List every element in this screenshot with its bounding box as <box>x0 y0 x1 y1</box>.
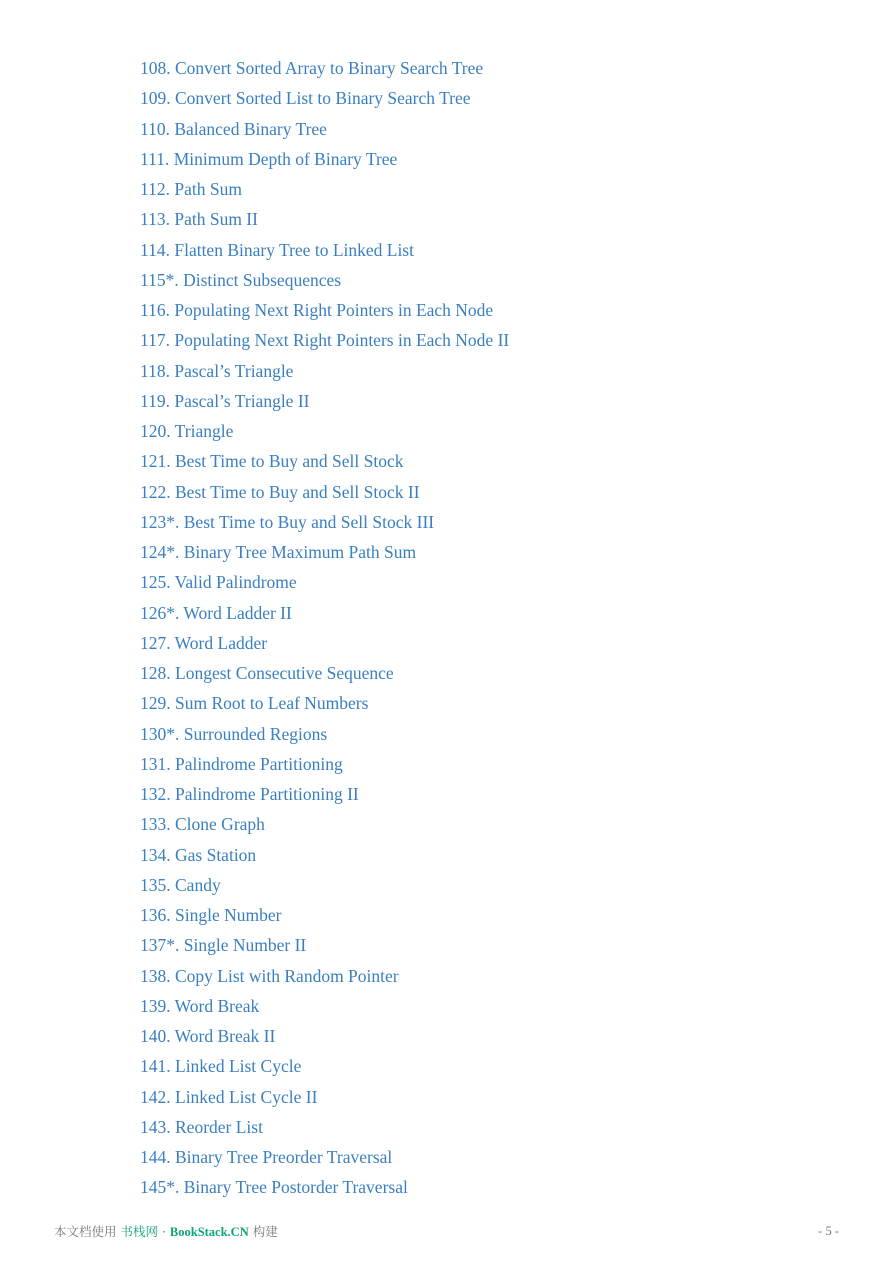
toc-link[interactable]: 117. Populating Next Right Pointers in Each Node II <box>140 330 510 351</box>
toc-link[interactable]: 144. Binary Tree Preorder Traversal <box>140 1147 393 1167</box>
toc-item[interactable] <box>140 114 509 144</box>
toc-item[interactable] <box>140 658 509 688</box>
toc-link[interactable]: 131. Palindrome Partitioning <box>140 753 343 774</box>
toc-item[interactable] <box>140 567 509 597</box>
toc-link[interactable]: 113. Path Sum II <box>140 209 258 230</box>
toc-item[interactable] <box>140 537 509 567</box>
toc-item[interactable] <box>140 235 509 265</box>
toc-item[interactable] <box>140 598 509 628</box>
toc-item[interactable] <box>140 991 509 1021</box>
bookstack-link[interactable] <box>120 1224 248 1239</box>
toc-item[interactable] <box>140 628 509 658</box>
toc-item[interactable] <box>140 1051 509 1081</box>
toc-link[interactable]: 122. Best Time to Buy and Sell Stock II <box>140 481 420 502</box>
toc-item[interactable] <box>140 719 509 749</box>
toc-link[interactable]: 116. Populating Next Right Pointers in Each Node <box>140 300 494 320</box>
toc-link[interactable]: 109. Convert Sorted List to Binary Search Tree <box>140 88 471 109</box>
toc-link[interactable]: 132. Palindrome Partitioning II <box>140 784 359 804</box>
footer-prefix: 本文档使用 <box>54 1224 121 1239</box>
brand-name-en: BookStack.CN <box>169 1225 249 1239</box>
toc-link[interactable]: 136. Single Number <box>140 905 282 925</box>
toc-item[interactable] <box>140 809 509 839</box>
toc-item[interactable] <box>140 325 509 355</box>
toc-item[interactable] <box>140 204 509 234</box>
toc-item[interactable] <box>140 174 509 204</box>
page-number: - 5 - <box>818 1223 839 1238</box>
toc-item[interactable] <box>140 144 509 174</box>
toc-item[interactable] <box>140 1082 509 1112</box>
toc-link[interactable]: 143. Reorder List <box>140 1116 263 1137</box>
toc-link[interactable]: 118. Pascal’s Triangle <box>140 360 294 381</box>
toc-link[interactable]: 145*. Binary Tree Postorder Traversal <box>140 1177 408 1198</box>
toc-link[interactable]: 133. Clone Graph <box>140 814 265 835</box>
footer-suffix: 构建 <box>248 1224 278 1239</box>
toc-item[interactable] <box>140 386 509 416</box>
toc-link[interactable]: 128. Longest Consecutive Sequence <box>140 663 394 683</box>
toc-item[interactable] <box>140 1142 509 1172</box>
toc-link[interactable]: 112. Path Sum <box>140 179 242 199</box>
toc-item[interactable] <box>140 930 509 960</box>
page-footer <box>54 1221 839 1241</box>
toc-link[interactable]: 110. Balanced Binary Tree <box>140 118 327 139</box>
toc-item[interactable] <box>140 1021 509 1051</box>
toc-item[interactable] <box>140 840 509 870</box>
toc-item[interactable] <box>140 265 509 295</box>
toc-link[interactable]: 135. Candy <box>140 874 221 895</box>
toc-item[interactable] <box>140 507 509 537</box>
toc-link[interactable]: 125. Valid Palindrome <box>140 572 297 593</box>
brand-name-cn: 书栈网 · <box>120 1224 170 1239</box>
toc-item[interactable] <box>140 900 509 930</box>
toc-item[interactable] <box>140 1172 509 1202</box>
toc-item[interactable] <box>140 295 509 325</box>
toc-item[interactable] <box>140 446 509 476</box>
toc-link[interactable]: 139. Word Break <box>140 995 260 1016</box>
table-of-contents <box>140 53 509 1203</box>
toc-item[interactable] <box>140 779 509 809</box>
toc-item[interactable] <box>140 416 509 446</box>
toc-item[interactable] <box>140 961 509 991</box>
toc-link[interactable]: 138. Copy List with Random Pointer <box>140 965 399 986</box>
toc-link[interactable]: 123*. Best Time to Buy and Sell Stock III <box>140 511 435 532</box>
toc-link[interactable]: 137*. Single Number II <box>140 935 307 956</box>
toc-link[interactable]: 127. Word Ladder <box>140 632 268 653</box>
toc-link[interactable]: 108. Convert Sorted Array to Binary Search Tree <box>140 58 484 78</box>
toc-link[interactable]: 140. Word Break II <box>140 1026 276 1046</box>
toc-link[interactable]: 121. Best Time to Buy and Sell Stock <box>140 451 404 472</box>
toc-item[interactable] <box>140 53 509 83</box>
toc-item[interactable] <box>140 870 509 900</box>
toc-item[interactable] <box>140 1112 509 1142</box>
toc-item[interactable] <box>140 477 509 507</box>
toc-link[interactable]: 142. Linked List Cycle II <box>140 1086 318 1107</box>
toc-link[interactable]: 129. Sum Root to Leaf Numbers <box>140 693 369 714</box>
toc-link[interactable]: 124*. Binary Tree Maximum Path Sum <box>140 542 417 562</box>
toc-link[interactable]: 130*. Surrounded Regions <box>140 723 328 744</box>
toc-link[interactable]: 111. Minimum Depth of Binary Tree <box>140 148 398 169</box>
toc-link[interactable]: 120. Triangle <box>140 421 234 441</box>
toc-link[interactable]: 119. Pascal’s Triangle II <box>140 390 310 411</box>
toc-link[interactable]: 114. Flatten Binary Tree to Linked List <box>140 239 414 260</box>
footer-credit <box>54 1222 278 1240</box>
toc-link[interactable]: 134. Gas Station <box>140 844 257 865</box>
toc-item[interactable] <box>140 749 509 779</box>
toc-item[interactable] <box>140 83 509 113</box>
toc-link[interactable]: 141. Linked List Cycle <box>140 1056 302 1077</box>
toc-link[interactable]: 115*. Distinct Subsequences <box>140 269 342 290</box>
toc-item[interactable] <box>140 356 509 386</box>
toc-link[interactable]: 126*. Word Ladder II <box>140 602 292 623</box>
toc-item[interactable] <box>140 688 509 718</box>
